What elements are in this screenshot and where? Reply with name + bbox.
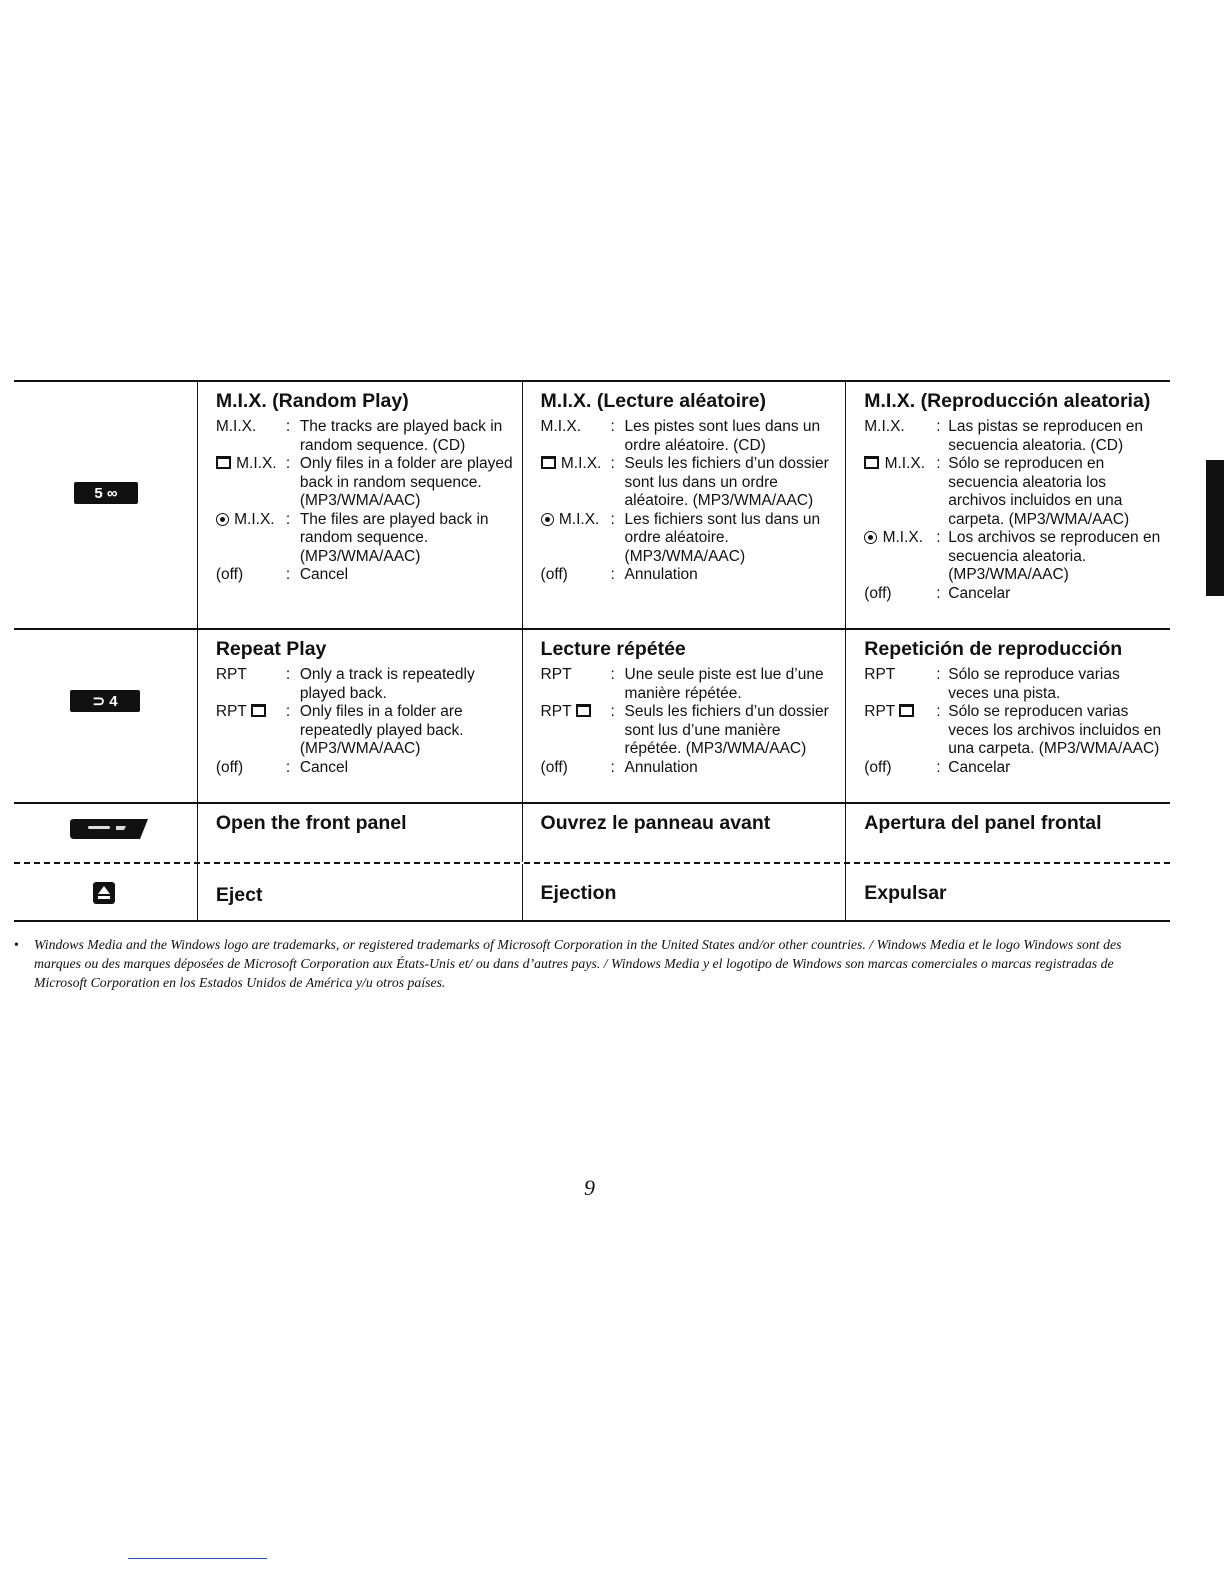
section-title: Open the front panel [215, 812, 407, 834]
list-item: (off) : Cancelar [864, 758, 1011, 776]
section-title: Apertura del panel frontal [864, 812, 1102, 834]
icon-cell [14, 864, 198, 920]
list-item: M.I.X. : Sólo se reproducen en secuencia aleatoria los archivos incluidos en una carpeta. (MP3/WMA/AAC) [864, 455, 1164, 529]
list-item: M.I.X. : Les pistes sont lues dans un ordre aléatoire. (CD) [540, 418, 821, 454]
list-item: M.I.X. : Seuls les fichiers d’un dossier sont lus dans un ordre aléatoire. (MP3/WMA/AAC) [541, 455, 840, 511]
section-title: Eject [215, 884, 263, 906]
row-mix [14, 382, 1170, 630]
repeat-spanish [845, 630, 1170, 802]
list-item: M.I.X. : Los archivos se reproducen en secuencia aleatoria. (MP3/WMA/AAC) [864, 529, 1164, 585]
icon-cell [14, 382, 198, 628]
row-open-panel [14, 804, 1170, 864]
row-repeat [14, 630, 1170, 804]
open-panel-icon [68, 818, 150, 840]
list-item: M.I.X. : The files are played back in random sequence. (MP3/WMA/AAC) [216, 511, 516, 567]
list-item: RPT : Seuls les fichiers d’un dossier sont lus d’une manière répétée. (MP3/WMA/AAC) [540, 703, 829, 757]
section-title: Ouvrez le panneau avant [540, 812, 771, 834]
repeat-button-icon: ⊃ 4 [70, 690, 140, 712]
divider [128, 1558, 267, 1559]
disc-icon [864, 531, 877, 544]
list-item: RPT : Sólo se reproducen varias veces los archivos incluidos en una carpeta. (MP3/WMA/AAC) [864, 703, 1162, 757]
list-item: (off) : Annulation [540, 758, 698, 776]
list-item: (off) : Cancelar [864, 584, 1011, 602]
open-french [522, 804, 846, 862]
disc-icon [216, 513, 229, 526]
eject-spanish [845, 864, 1170, 920]
list-item: (off) : Cancel [215, 758, 349, 776]
section-title: Ejection [540, 882, 617, 904]
folder-icon [216, 456, 231, 469]
mix-spanish [845, 382, 1170, 628]
function-table [14, 380, 1170, 922]
section-title: M.I.X. (Reproducción aleatoria) [864, 390, 1151, 412]
folder-icon [576, 704, 591, 717]
list-item: RPT : Une seule piste est lue d’une manière répétée. [540, 666, 824, 702]
open-english [198, 804, 522, 862]
repeat-english [198, 630, 522, 802]
list-item: RPT : Only a track is repeatedly played back. [215, 666, 475, 702]
list-item: RPT : Sólo se reproduce varias veces una pista. [864, 666, 1120, 702]
section-title: Lecture répétée [540, 638, 686, 660]
list-item: M.I.X. : Las pistas se reproducen en secuencia aleatoria. (CD) [864, 418, 1143, 454]
disc-icon [541, 513, 554, 526]
section-title: Expulsar [864, 882, 947, 904]
list-item: M.I.X. : The tracks are played back in random sequence. (CD) [215, 418, 503, 454]
section-title: M.I.X. (Lecture aléatoire) [540, 390, 766, 412]
list-item: (off) : Annulation [540, 566, 698, 583]
folder-icon [899, 704, 914, 717]
list-item: M.I.X. : Only files in a folder are played back in random sequence. (MP3/WMA/AAC) [216, 455, 516, 511]
repeat-french [522, 630, 846, 802]
mix-french [522, 382, 846, 628]
section-title: Repeat Play [215, 638, 327, 660]
eject-icon [93, 882, 115, 904]
section-title: M.I.X. (Random Play) [215, 390, 409, 412]
folder-icon [251, 704, 266, 717]
open-spanish [845, 804, 1170, 862]
icon-cell [14, 630, 198, 802]
page-number: 9 [584, 1175, 595, 1200]
icon-cell [14, 804, 198, 862]
mix-button-icon: 5 ∞ [74, 482, 138, 504]
section-title: Repetición de reproducción [864, 638, 1123, 660]
mix-english [198, 382, 522, 628]
trademark-footnote: • Windows Media and the Windows logo are trademarks, or registered trademarks of Microsoft Corporation in the United States and/or other countries. / Windows Media et le logo Windows sont des marques ou des marques déposées de Microsoft Corporation aux États-Unis et/ ou dans d’autres pays. / Windows Media y el logotipo de Windows son marcas comerciales o marcas registradas de Microsoft Corporation en los Estados Unidos de América y/u otros países. [14, 937, 1122, 990]
folder-icon [541, 456, 556, 469]
list-item: (off) : Cancel [215, 566, 349, 583]
eject-french [522, 864, 846, 920]
section-edge-tab [1206, 460, 1224, 596]
list-item: M.I.X. : Les fichiers sont lus dans un ordre aléatoire. (MP3/WMA/AAC) [541, 511, 840, 567]
list-item: RPT : Only files in a folder are repeatedly played back. (MP3/WMA/AAC) [215, 703, 464, 757]
folder-icon [864, 456, 879, 469]
eject-english [198, 864, 522, 920]
row-eject [14, 864, 1170, 922]
